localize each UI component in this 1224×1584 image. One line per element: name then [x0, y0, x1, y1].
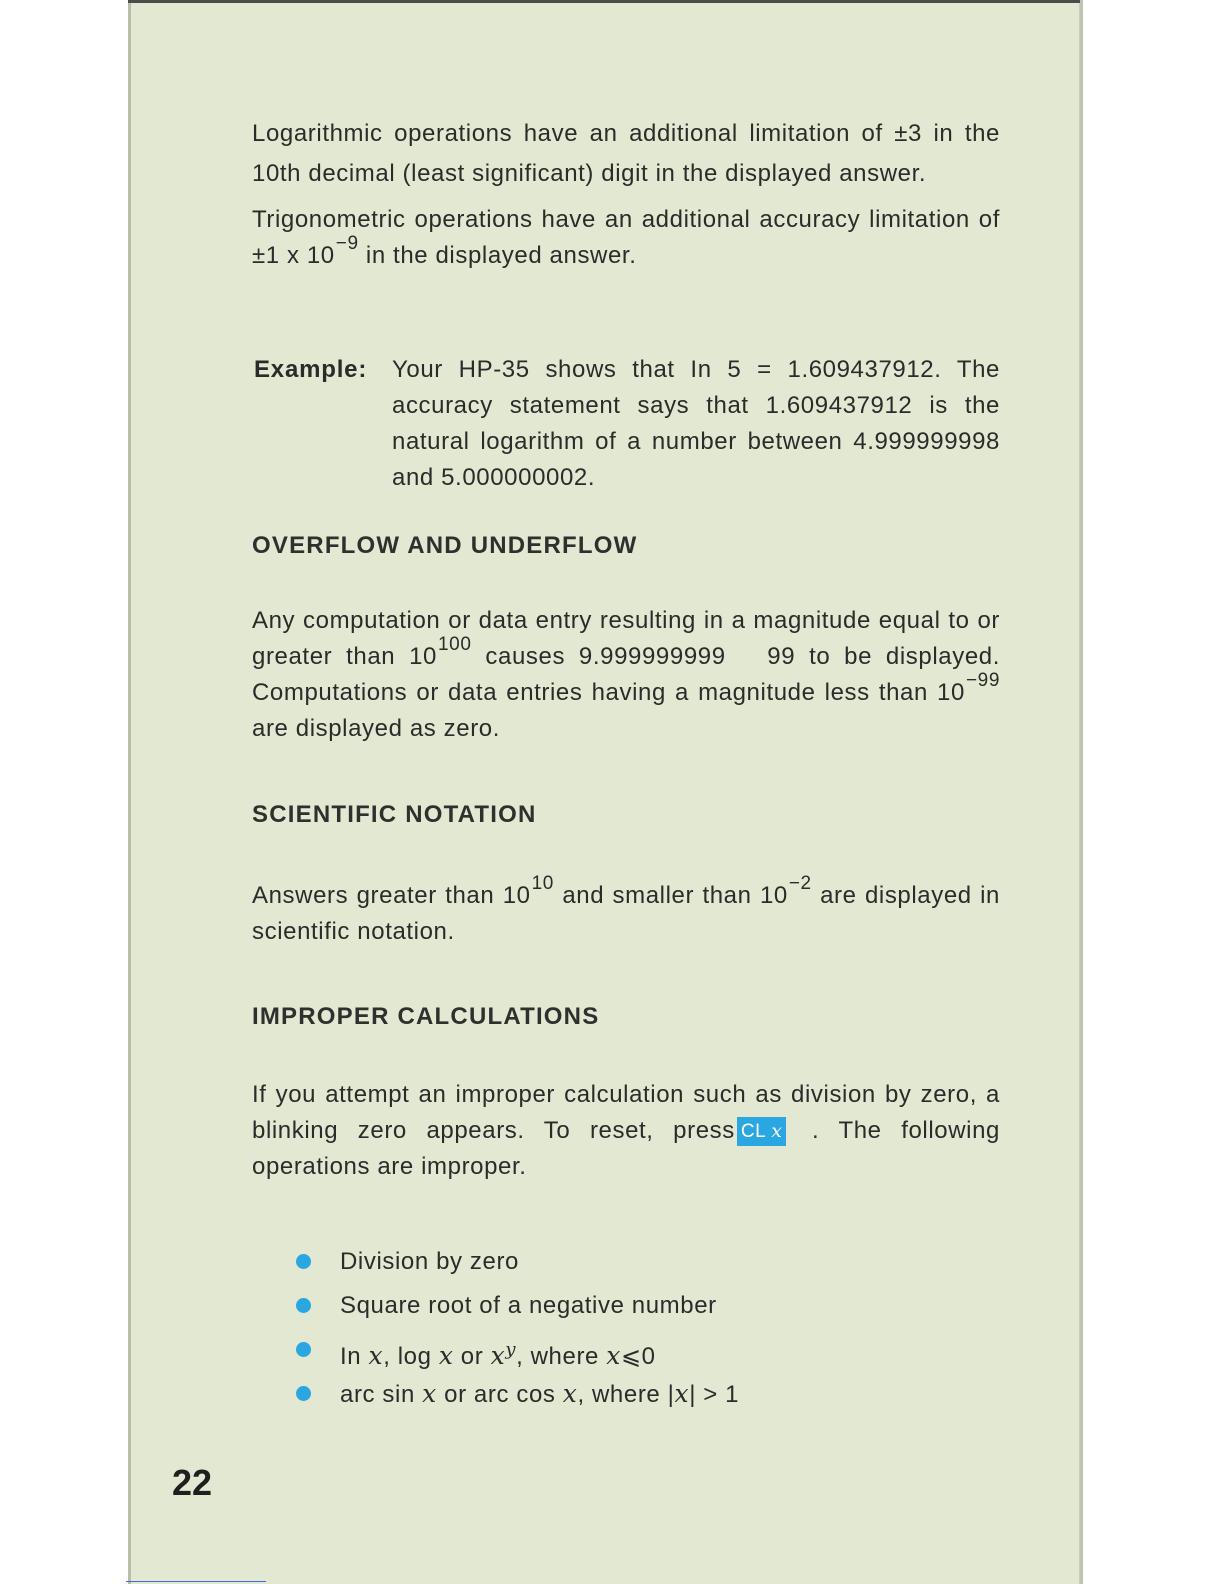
- scientific-text-3: are displayed in scientific notation.: [252, 882, 1001, 945]
- trig-text-2: in the displayed answer.: [358, 242, 637, 269]
- math-variable: x: [562, 1379, 578, 1408]
- list-item-text: or: [453, 1343, 491, 1370]
- list-item-text: | > 1: [689, 1381, 740, 1408]
- math-variable: x: [438, 1341, 454, 1370]
- page-right-edge: [1080, 0, 1083, 1584]
- list-item: [296, 1240, 896, 1284]
- scientific-paragraph: [252, 873, 1001, 950]
- math-variable: x: [674, 1379, 690, 1408]
- overflow-text-2: causes 9.999999999 99 to be displayed. Computations or data entries having a magnitude less than 10: [252, 643, 1008, 706]
- page-number: 22: [172, 1462, 213, 1503]
- scientific-text-2: and smaller than 10: [553, 882, 788, 909]
- bullet-dot-icon: [296, 1342, 311, 1357]
- trig-exponent: −9: [335, 233, 359, 254]
- list-item: [296, 1372, 896, 1416]
- math-variable: x: [490, 1341, 506, 1370]
- list-item-text: In: [340, 1343, 369, 1370]
- overflow-section: [252, 603, 1008, 747]
- list-item-text: or arc cos: [436, 1381, 563, 1408]
- bullet-dot-icon: [296, 1386, 311, 1401]
- list-item-text: Division by zero: [340, 1248, 519, 1275]
- improper-section: [252, 1077, 1000, 1185]
- clx-key-label: CL: [740, 1121, 766, 1143]
- trig-limitation-paragraph: [252, 202, 1000, 274]
- intro-section: [252, 114, 1000, 274]
- list-item-text: ⩽0: [620, 1343, 656, 1370]
- clx-key-variable: x: [771, 1120, 783, 1143]
- list-item-text: , log: [383, 1343, 439, 1370]
- scientific-exponent-1: 10: [531, 873, 554, 894]
- scientific-exponent-2: −2: [788, 873, 812, 894]
- improper-heading: IMPROPER CALCULATIONS: [252, 1003, 600, 1030]
- overflow-text-3: are displayed as zero.: [252, 715, 500, 742]
- overflow-text-1: Any computation or data entry resulting in a magnitude equal to or greater than 10: [252, 607, 1000, 670]
- bottom-link-underline[interactable]: [126, 1581, 266, 1582]
- improper-text-1: If you attempt an improper calculation such as division by zero, a blinking zero appears. To reset, press: [252, 1081, 1000, 1144]
- overflow-exponent-1: 100: [438, 634, 472, 655]
- scientific-heading: SCIENTIFIC NOTATION: [252, 801, 537, 828]
- bullet-dot-icon: [296, 1298, 311, 1313]
- overflow-paragraph: [252, 603, 1008, 747]
- math-exponent: y: [505, 1339, 517, 1360]
- page-top-border: [128, 0, 1083, 3]
- example-label: Example:: [254, 356, 368, 383]
- trig-text-1: Trigonometric operations have an additional accuracy limitation of ±1 x 10: [252, 206, 1000, 269]
- list-item-text: Square root of a negative number: [340, 1292, 717, 1319]
- math-variable: x: [368, 1341, 384, 1370]
- improper-text-2: . The following operations are improper.: [252, 1117, 1000, 1180]
- log-limitation-paragraph: Logarithmic operations have an additional limitation of ±3 in the 10th decimal (least significant) digit in the displayed answer.: [252, 120, 1000, 187]
- improper-paragraph: [252, 1077, 1000, 1185]
- clx-key: [737, 1117, 787, 1146]
- improper-operations-list: [296, 1240, 896, 1416]
- scientific-text-1: Answers greater than 10: [252, 882, 531, 909]
- example-text: Your HP-35 shows that In 5 = 1.609437912. The accuracy statement says that 1.609437912 is the natural logarithm of a number between 4.999999998 and 5.000000002.: [392, 356, 1000, 491]
- list-item-text: , where: [516, 1343, 607, 1370]
- list-item: [296, 1328, 896, 1372]
- overflow-heading: OVERFLOW AND UNDERFLOW: [252, 532, 638, 559]
- overflow-exponent-2: −99: [965, 670, 1000, 691]
- math-variable: x: [606, 1341, 621, 1370]
- list-item-text: arc sin: [340, 1381, 423, 1408]
- scientific-section: [252, 873, 1001, 950]
- bullet-dot-icon: [296, 1254, 311, 1269]
- math-variable: x: [422, 1379, 437, 1408]
- list-item-text: , where |: [577, 1381, 675, 1408]
- list-item: [296, 1284, 896, 1328]
